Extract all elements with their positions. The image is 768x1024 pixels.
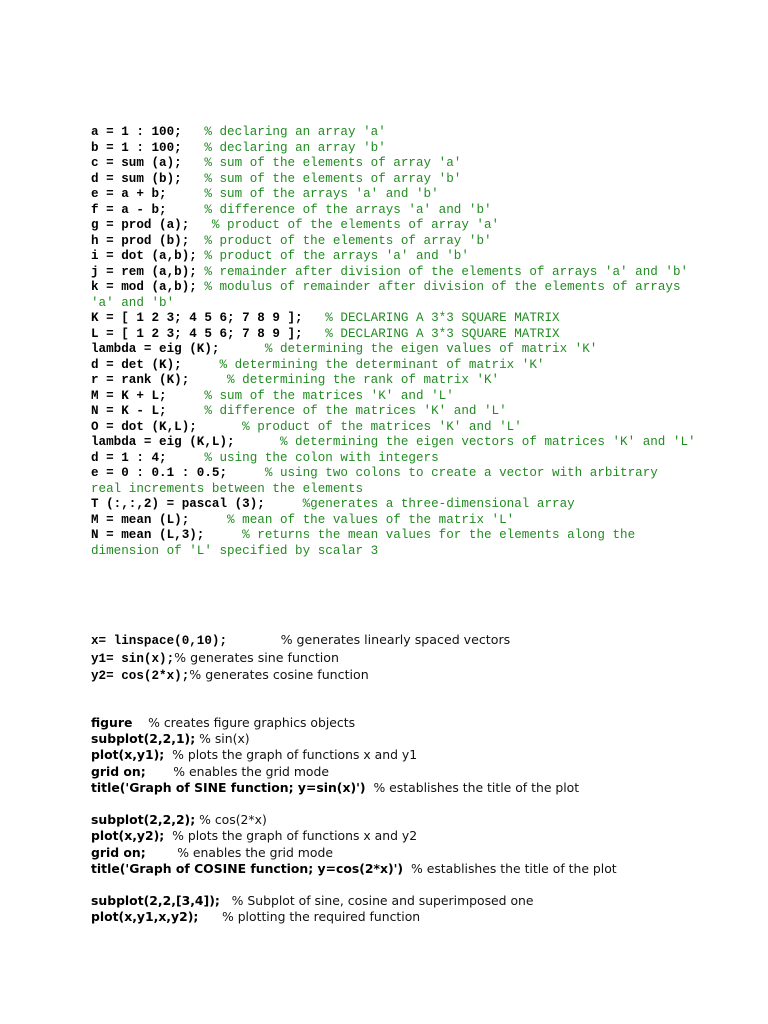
plot-code-block — [91, 715, 731, 926]
blank-line — [91, 796, 731, 812]
code-comment: % using the colon with integers — [204, 450, 439, 465]
vector-code-block — [91, 632, 731, 685]
code-command: e = a + b; — [91, 187, 205, 201]
code-line — [91, 141, 691, 157]
code-comment: % sum of the matrices 'K' and 'L' — [204, 388, 454, 403]
code-spacing — [146, 845, 178, 860]
code-command: N = K - L; — [91, 404, 205, 418]
code-line — [91, 280, 691, 311]
code-line — [91, 667, 731, 685]
code-line — [91, 172, 691, 188]
code-command: plot(x,y1,x,y2); — [91, 909, 199, 925]
code-comment: % determining the rank of matrix 'K' — [227, 373, 500, 387]
code-spacing — [403, 861, 411, 876]
code-command: title('Graph of COSINE function; y=cos(2*x)') — [91, 860, 404, 876]
code-comment: % product of the arrays 'a' and 'b' — [204, 249, 469, 263]
code-comment: % plots the graph of functions x and y2 — [172, 828, 418, 844]
code-comment: % plotting the required function — [221, 909, 421, 925]
code-line — [91, 731, 731, 747]
code-line — [91, 632, 731, 650]
code-line — [91, 861, 731, 877]
code-command: O = dot (K,L); — [91, 419, 243, 434]
code-comment: %generates a three-dimensional array — [302, 497, 575, 511]
code-line — [91, 764, 731, 780]
code-spacing — [164, 747, 172, 762]
code-line — [91, 404, 691, 420]
code-line — [91, 909, 731, 925]
code-command: subplot(2,2,2); — [91, 812, 196, 828]
code-spacing — [220, 893, 232, 908]
code-line — [91, 812, 731, 828]
code-comment: % using two colons to create a vector with arbitrary real increments between the elements — [91, 466, 666, 496]
code-command: y2= cos(2*x); — [91, 669, 190, 683]
code-command: N = mean (L,3); — [91, 528, 243, 542]
code-comment: % establishes the title of the plot — [373, 779, 580, 795]
code-command: plot(x,y2); — [91, 828, 165, 844]
code-line — [91, 187, 691, 203]
code-line — [91, 265, 691, 281]
code-comment: % sum of the elements of array 'a' — [204, 156, 462, 170]
code-comment: % generates sine function — [174, 649, 339, 665]
code-comment: % cos(2*x) — [199, 812, 267, 828]
code-command: M = K + L; — [91, 388, 205, 403]
code-comment: % determining the eigen values of matrix 'K' — [264, 342, 598, 356]
code-command: L = [ 1 2 3; 4 5 6; 7 8 9 ]; — [91, 326, 326, 341]
code-command: c = sum (a); — [91, 156, 205, 170]
code-command: g = prod (a); — [91, 218, 212, 232]
code-comment: % determining the determinant of matrix 'K' — [219, 357, 545, 372]
code-command: e = 0 : 0.1 : 0.5; — [91, 466, 265, 480]
code-comment: % product of the matrices 'K' and 'L' — [242, 419, 522, 434]
code-command: T (:,:,2) = pascal (3); — [91, 497, 303, 511]
code-line — [91, 528, 691, 559]
code-comment: % sin(x) — [199, 731, 250, 747]
code-command: y1= sin(x); — [91, 651, 175, 666]
code-command: j = rem (a,b); — [91, 264, 205, 279]
matlab-array-code-block — [91, 125, 696, 559]
code-comment: % difference of the matrices 'K' and 'L' — [204, 404, 507, 418]
code-command: title('Graph of SINE function; y=sin(x)') — [91, 779, 366, 795]
code-line — [91, 513, 691, 529]
code-line — [91, 311, 691, 327]
code-line — [91, 451, 691, 467]
code-spacing — [164, 828, 172, 843]
code-command: plot(x,y1); — [91, 747, 165, 763]
code-comment: % declaring an array 'b' — [204, 140, 386, 155]
code-line — [91, 373, 691, 389]
code-command: i = dot (a,b); — [91, 249, 205, 263]
code-comment: % establishes the title of the plot — [410, 860, 617, 876]
code-comment: % DECLARING A 3*3 SQUARE MATRIX — [325, 311, 560, 325]
code-comment: % Subplot of sine, cosine and superimposed one — [231, 893, 534, 909]
code-comment: % difference of the arrays 'a' and 'b' — [204, 202, 492, 217]
code-line — [91, 650, 731, 668]
code-command: x= linspace(0,10); — [91, 634, 228, 648]
code-command: d = sum (b); — [91, 171, 205, 186]
code-command: d = det (K); — [91, 357, 220, 372]
code-line — [91, 435, 696, 451]
code-command: a = 1 : 100; — [91, 125, 205, 139]
code-line — [91, 249, 691, 265]
code-line — [91, 327, 691, 343]
code-command: grid on; — [91, 763, 146, 779]
code-spacing — [132, 715, 148, 730]
code-comment: % sum of the arrays 'a' and 'b' — [204, 187, 439, 201]
code-comment: % declaring an array 'a' — [204, 125, 386, 139]
code-command: k = mod (a,b); — [91, 280, 205, 294]
code-command: r = rank (K); — [91, 373, 228, 387]
code-command: f = a - b; — [91, 202, 205, 217]
code-line — [91, 389, 691, 405]
code-comment: % product of the elements of array 'a' — [211, 218, 500, 232]
code-line — [91, 203, 691, 219]
code-spacing — [146, 764, 174, 779]
code-comment: % enables the grid mode — [173, 763, 330, 779]
code-comment: % creates figure graphics objects — [148, 715, 356, 730]
code-comment: % DECLARING A 3*3 SQUARE MATRIX — [325, 326, 560, 341]
code-line — [91, 893, 731, 909]
code-line — [91, 845, 731, 861]
code-line — [91, 466, 691, 497]
code-spacing — [198, 909, 222, 924]
code-command: b = 1 : 100; — [91, 140, 205, 155]
code-command: lambda = eig (K); — [91, 342, 265, 356]
code-line — [91, 747, 731, 763]
code-comment: % enables the grid mode — [177, 844, 333, 860]
code-command: M = mean (L); — [91, 512, 228, 527]
code-command: figure — [91, 715, 133, 730]
code-command: K = [ 1 2 3; 4 5 6; 7 8 9 ]; — [91, 311, 326, 325]
code-command: subplot(2,2,1); — [91, 731, 196, 747]
code-comment: % generates linearly spaced vectors — [280, 632, 511, 647]
code-line — [91, 234, 691, 250]
code-comment: % determining the eigen vectors of matrices 'K' and 'L' — [279, 435, 696, 449]
code-spacing — [227, 633, 281, 647]
code-comment: % remainder after division of the elements of arrays 'a' and 'b' — [204, 264, 689, 279]
code-line — [91, 358, 691, 374]
code-comment: % generates cosine function — [189, 667, 369, 682]
code-comment: % plots the graph of functions x and y1 — [172, 747, 418, 763]
code-command: h = prod (b); — [91, 233, 205, 248]
code-command: d = 1 : 4; — [91, 450, 205, 465]
code-line — [91, 218, 691, 234]
code-comment: % returns the mean values for the elements along the dimension of 'L' specified by scalar 3 — [91, 528, 643, 558]
code-command: lambda = eig (K,L); — [91, 435, 280, 449]
code-command: subplot(2,2,[3,4]); — [91, 893, 220, 909]
blank-line — [91, 877, 731, 893]
code-line — [91, 125, 691, 141]
code-line — [91, 420, 691, 436]
code-line — [91, 828, 731, 844]
code-line — [91, 156, 691, 172]
code-comment: % mean of the values of the matrix 'L' — [227, 512, 515, 527]
code-comment: % modulus of remainder after division of the elements of arrays 'a' and 'b' — [91, 280, 689, 310]
code-line — [91, 497, 691, 513]
code-command: grid on; — [91, 844, 146, 860]
code-line — [91, 715, 731, 731]
code-line — [91, 780, 731, 796]
code-line — [91, 342, 691, 358]
code-comment: % sum of the elements of array 'b' — [204, 171, 462, 186]
code-comment: % product of the elements of array 'b' — [204, 233, 492, 248]
